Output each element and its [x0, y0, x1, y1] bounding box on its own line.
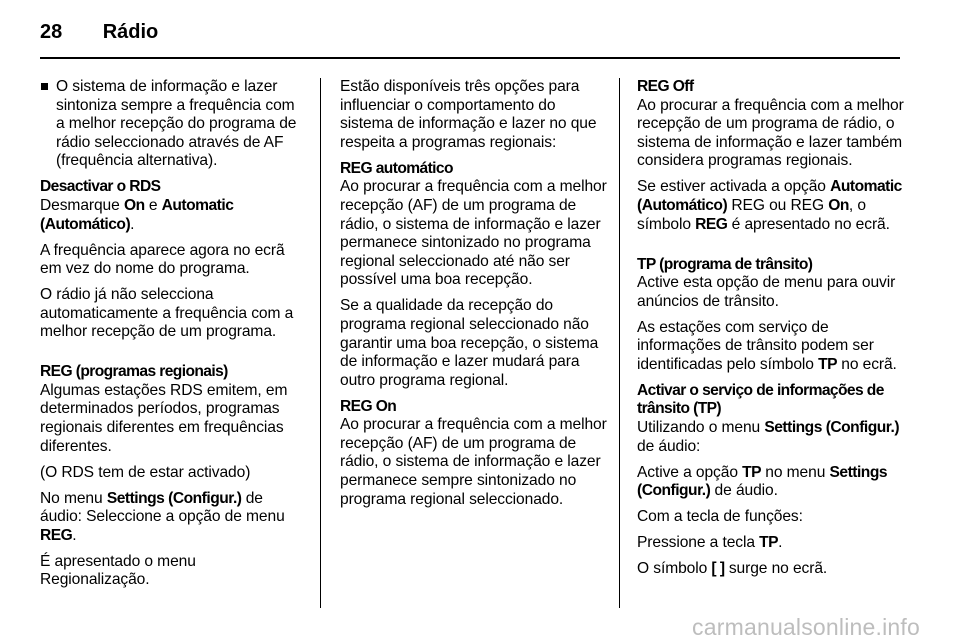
paragraph-ords: (O RDS tem de estar activado)	[40, 463, 251, 481]
paragraph-radio: O rádio já não selecciona automaticamente a frequência com a melhor recepção de um programa.	[40, 286, 294, 341]
paragraph-algumas: Algumas estações RDS emitem, em determinados períodos, programas regionais diferentes em frequências diferentes.	[40, 381, 288, 455]
paragraph-se-estiver: Se estiver activada a opção Automatic (Automático) REG ou REG On, o símbolo REG é apresentado no ecrã.	[637, 178, 902, 233]
heading-reg-off: REG Off	[637, 78, 694, 95]
paragraph-estacoes: As estações com serviço de informações de trânsito podem ser identificadas pelo símbolo TP no ecrã.	[637, 318, 897, 373]
paragraph-frequencia: A frequência aparece agora no ecrã em vez do nome do programa.	[40, 241, 285, 278]
heading-reg-automatico: REG automático	[340, 159, 453, 177]
heading-reg-on: REG On	[340, 397, 397, 415]
header-rule	[40, 57, 900, 59]
paragraph-desmarque: Desmarque On e Automatic (Automático).	[40, 196, 234, 233]
section-title: Rádio	[102, 21, 159, 43]
page-header	[40, 19, 158, 49]
paragraph-menu: No menu Settings (Configur.) de áudio: Seleccione a opção de menu REG.	[40, 489, 285, 544]
paragraph-active-opcao: Active esta opção de menu para ouvir anúncios de trânsito.	[637, 274, 896, 310]
watermark: carmanualsonline.info	[692, 614, 920, 640]
paragraph-reg-off: Ao procurar a frequência com a melhor recepção de um programa de rádio, o sistema de informação e lazer também considera programas regionais.	[637, 96, 904, 170]
heading-reg: REG (programas regionais)	[40, 363, 228, 381]
column-3	[637, 78, 904, 586]
paragraph-simbolo: O símbolo [ ] surge no ecrã.	[637, 560, 828, 578]
column-2	[340, 78, 610, 517]
paragraph-utilizando: Utilizando o menu Settings (Configur.) de áudio:	[637, 419, 900, 455]
page-number: 28	[40, 21, 63, 43]
column-divider-left	[320, 78, 321, 608]
heading-desactivar-rds: Desactivar o RDS	[40, 178, 161, 196]
heading-activar-tp: Activar o serviço de informações de trânsito (TP)	[637, 381, 884, 418]
bullet-item-af	[40, 78, 306, 171]
bullet-square-icon	[41, 83, 48, 90]
column-divider-right	[619, 78, 620, 608]
paragraph-estao: Estão disponíveis três opções para influenciar o comportamento do sistema de informação e lazer no que respeita a programas regionais:	[340, 78, 597, 151]
paragraph-pressione: Pressione a tecla TP.	[637, 534, 783, 552]
heading-tp: TP (programa de trânsito)	[637, 255, 813, 273]
paragraph-reg-automatico: Ao procurar a frequência com a melhor recepção (AF) de um programa de rádio, o sistema de informação e lazer permanece sintonizado no programa regional seleccionado até não ser possível uma boa recepção.	[340, 178, 607, 289]
paragraph-qualidade: Se a qualidade da recepção do programa regional seleccionado não garantir uma boa recepção, o sistema de informação e lazer mudará para outro programa regional.	[340, 297, 599, 389]
column-1	[40, 78, 306, 597]
paragraph-active-tp: Active a opção TP no menu Settings (Configur.) de áudio.	[637, 463, 888, 500]
paragraph-apresentado: É apresentado o menu Regionalização.	[40, 552, 196, 589]
bullet-text: O sistema de informação e lazer sintoniza sempre a frequência com a melhor recepção do programa de rádio seleccionado através de AF (frequência alternativa).	[56, 78, 297, 170]
paragraph-com-tecla: Com a tecla de funções:	[637, 508, 803, 526]
paragraph-reg-on: Ao procurar a frequência com a melhor recepção (AF) de um programa de rádio, o sistema de informação e lazer permanece sempre sintonizado no programa regional seleccionado.	[340, 416, 607, 508]
